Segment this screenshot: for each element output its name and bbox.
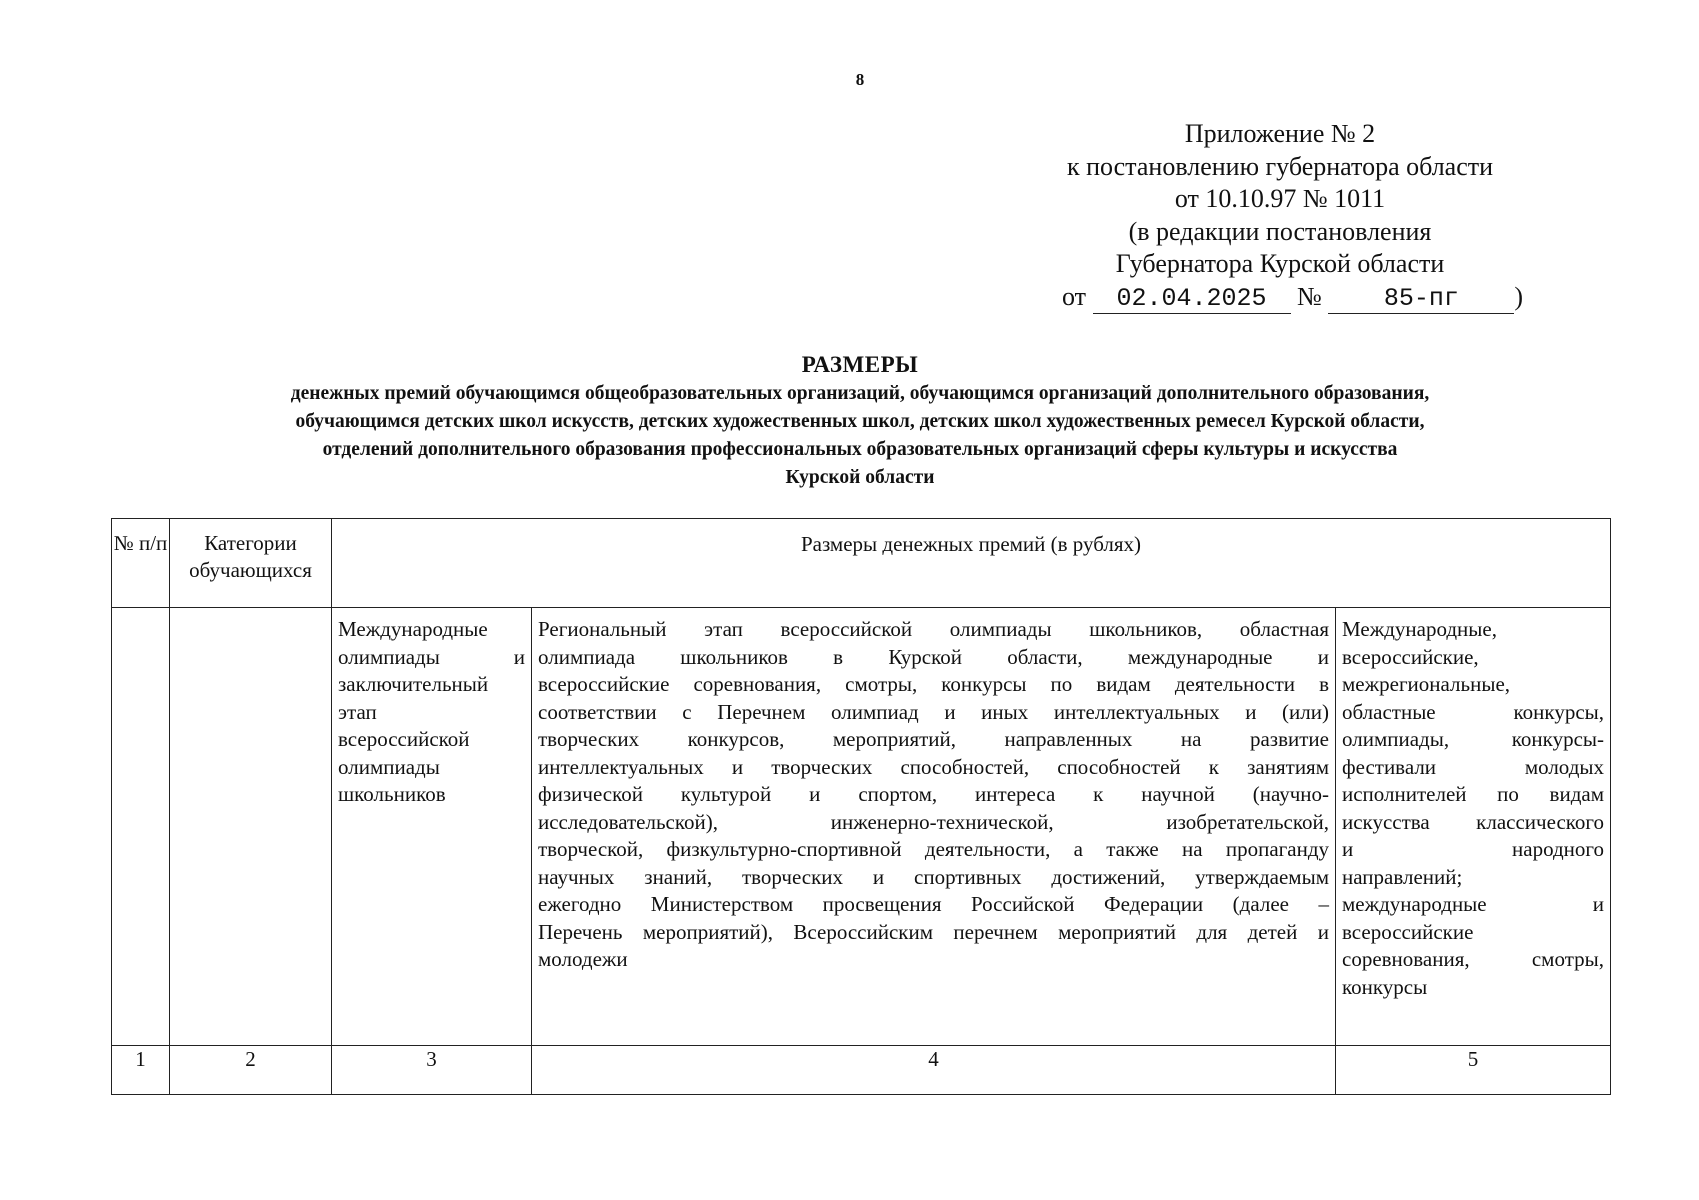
- column-number: 3: [332, 1046, 532, 1095]
- text-line: олимпиады: [338, 754, 440, 779]
- appendix-edition-date: [1000, 281, 1560, 314]
- table-cell: [112, 608, 170, 1046]
- text-line: молодежи: [538, 947, 628, 971]
- cell-lines: [332, 608, 531, 809]
- appendix-resolution-date: от 10.10.97 № 1011: [1174, 184, 1386, 213]
- text-line: всероссийские,: [1342, 644, 1479, 669]
- text-line: направлений;: [1342, 864, 1463, 889]
- table-cell: [170, 608, 332, 1046]
- number-sign: №: [1297, 281, 1322, 311]
- closing-paren: ): [1514, 281, 1524, 311]
- document-heading: [120, 350, 1600, 492]
- text-line: Региональный этап всероссийской олимпиады школьников, областная: [538, 617, 1329, 641]
- column-number: 5: [1336, 1046, 1611, 1095]
- text-line: фестивали молодых: [1342, 754, 1604, 779]
- edition-number-field: 85-пг: [1328, 285, 1514, 314]
- text-line: ежегодно Министерством просвещения Российской Федерации (далее –: [538, 892, 1329, 916]
- appendix-governor-line: Губернатора Курской области: [1115, 249, 1445, 278]
- cell-lines: [1336, 608, 1610, 1001]
- text-line: конкурсы: [1342, 974, 1428, 999]
- appendix-title: Приложение № 2: [1184, 119, 1376, 148]
- text-line: и народного: [1342, 837, 1604, 861]
- edition-date-field: 02.04.2025: [1093, 285, 1291, 314]
- text-line: исследовательской), инженерно-технической, изобретательской,: [538, 809, 1329, 834]
- date-prefix: от: [1062, 281, 1087, 311]
- text-line: школьников: [338, 782, 446, 806]
- subtitle-line: обучающимся детских школ искусств, детских художественных школ, детских школ художественных ремесел Курской области,: [295, 411, 1425, 432]
- cell-art-competitions: [1336, 608, 1611, 1046]
- text-line: Международные: [338, 617, 488, 641]
- cell-lines: [532, 608, 1335, 974]
- table-header-row: [112, 519, 1611, 608]
- text-line: всероссийские соревнования, смотры, конкурсы по видам деятельности в: [538, 672, 1329, 696]
- text-line: соревнования, смотры,: [1342, 947, 1604, 971]
- prizes-table: [111, 518, 1611, 1095]
- column-number: 1: [112, 1046, 170, 1095]
- text-line: всероссийской: [338, 727, 470, 751]
- appendix-edition-line: (в редакции постановления: [1128, 216, 1432, 246]
- text-line: международные и: [1342, 892, 1604, 916]
- document-title: РАЗМЕРЫ: [801, 352, 919, 377]
- column-number: 2: [170, 1046, 332, 1095]
- text-line: соответствии с Перечнем олимпиад и иных интеллектуальных и (или): [538, 699, 1329, 724]
- text-line: всероссийские: [1342, 919, 1474, 944]
- text-line: этап: [338, 699, 377, 724]
- text-line: Международные,: [1342, 617, 1497, 641]
- text-line: олимпиады и: [338, 644, 525, 669]
- subtitle-line: денежных премий обучающимся общеобразовательных организаций, обучающимся организаций дополнительного образования,: [290, 383, 1430, 404]
- cell-international-olympiads: [332, 608, 532, 1046]
- text-line: областные конкурсы,: [1342, 699, 1604, 724]
- header-prize-sizes: Размеры денежных премий (в рублях): [332, 519, 1611, 608]
- text-line: исполнителей по видам: [1342, 782, 1604, 806]
- text-line: физической культурой и спортом, интереса к научной (научно-: [538, 782, 1329, 806]
- text-line: заключительный: [338, 672, 489, 696]
- text-line: Перечень мероприятий), Всероссийским перечнем мероприятий для детей и: [538, 919, 1329, 944]
- subtitle-line: отделений дополнительного образования профессиональных образовательных организаций сферы культуры и искусства: [322, 439, 1398, 460]
- table-row: [112, 608, 1611, 1046]
- appendix-resolution-line: к постановлению губернатора области: [1066, 151, 1494, 181]
- text-line: искусства классического: [1342, 809, 1604, 834]
- text-line: научных знаний, творческих и спортивных достижений, утверждаемым: [538, 864, 1329, 889]
- text-line: творческих конкурсов, мероприятий, направленных на развитие: [538, 727, 1329, 751]
- subtitle-line: Курской области: [785, 467, 935, 488]
- header-number: № п/п: [112, 519, 170, 608]
- header-category: Категории обучающихся: [170, 519, 332, 608]
- text-line: олимпиады, конкурсы-: [1342, 727, 1604, 751]
- page-number: 8: [855, 70, 865, 89]
- appendix-block: [1000, 118, 1560, 314]
- text-line: межрегиональные,: [1342, 672, 1511, 696]
- text-line: олимпиада школьников в Курской области, международные и: [538, 644, 1329, 669]
- column-number-row: [112, 1046, 1611, 1095]
- cell-regional-stage: [532, 608, 1336, 1046]
- text-line: творческой, физкультурно-спортивной деятельности, а также на пропаганду: [538, 837, 1329, 861]
- column-number: 4: [532, 1046, 1336, 1095]
- text-line: интеллектуальных и творческих способностей, способностей к занятиям: [538, 754, 1329, 779]
